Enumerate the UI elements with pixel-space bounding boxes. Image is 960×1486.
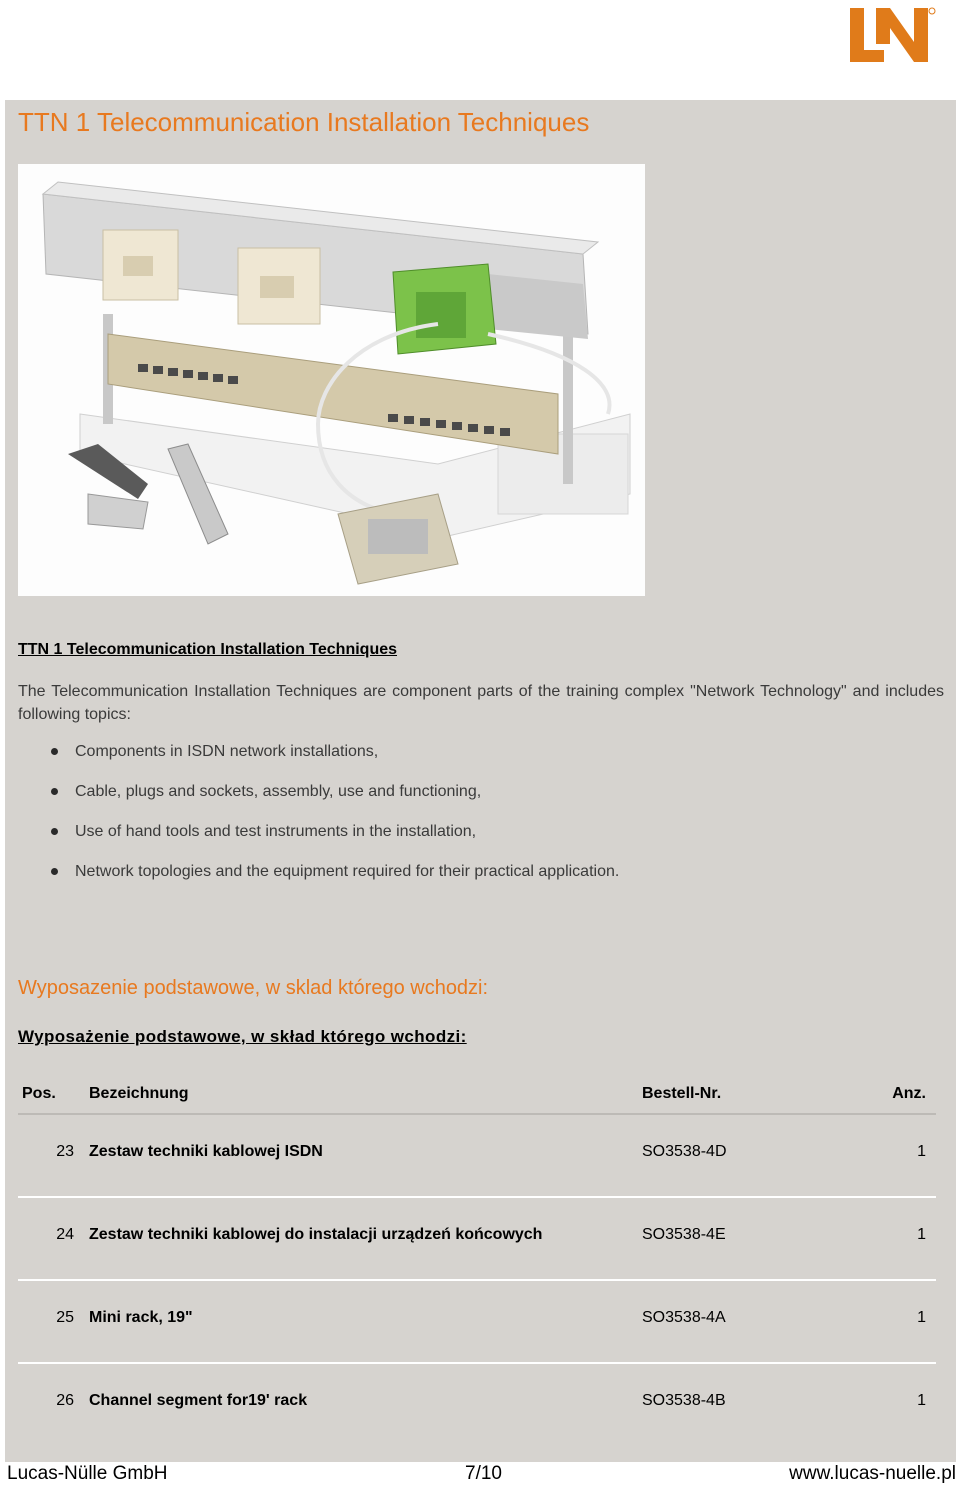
- topic-text: Use of hand tools and test instruments in the installation,: [75, 823, 477, 840]
- page-title: TTN 1 Telecommunication Installation Techniques: [18, 107, 590, 137]
- row-name: Zestaw techniki kablowej ISDN: [89, 1143, 323, 1160]
- footer-page-number: 7/10: [465, 1463, 502, 1484]
- row-order-nr: SO3538-4A: [642, 1309, 726, 1326]
- table-row: [18, 1115, 936, 1198]
- row-qty: 1: [917, 1309, 926, 1326]
- row-name: Mini rack, 19": [89, 1309, 193, 1326]
- footer-company: Lucas-Nülle GmbH: [7, 1463, 168, 1484]
- header-order-nr: Bestell-Nr.: [642, 1085, 722, 1102]
- table-row: [18, 1198, 936, 1281]
- footer-url[interactable]: www.lucas-nuelle.pl: [789, 1463, 956, 1484]
- list-item: [18, 820, 944, 860]
- list-item: [18, 860, 944, 900]
- equipment-table: [18, 1080, 936, 1447]
- list-item: [18, 780, 944, 820]
- table-header: [18, 1080, 936, 1115]
- bullet-icon: [51, 868, 58, 875]
- row-pos: 23: [56, 1143, 74, 1160]
- bullet-icon: [51, 828, 58, 835]
- table-row: [18, 1364, 936, 1447]
- table-row: [18, 1281, 936, 1364]
- row-order-nr: SO3538-4E: [642, 1226, 726, 1243]
- row-qty: 1: [917, 1143, 926, 1160]
- header-qty: Anz.: [892, 1085, 926, 1102]
- header-name: Bezeichnung: [89, 1085, 189, 1102]
- equipment-title: Wyposazenie podstawowe, w sklad którego wchodzi:: [18, 977, 489, 999]
- row-qty: 1: [917, 1226, 926, 1243]
- row-pos: 24: [56, 1226, 74, 1243]
- list-item: [18, 740, 944, 780]
- row-name: Zestaw techniki kablowej do instalacji urządzeń końcowych: [89, 1226, 543, 1243]
- row-qty: 1: [917, 1392, 926, 1409]
- bullet-icon: [51, 748, 58, 755]
- bullet-icon: [51, 788, 58, 795]
- topic-text: Components in ISDN network installations,: [75, 743, 379, 760]
- topic-list: [18, 740, 944, 900]
- product-photo: [18, 164, 645, 596]
- row-name: Channel segment for19' rack: [89, 1392, 308, 1409]
- row-pos: 26: [56, 1392, 74, 1409]
- product-heading: TTN 1 Telecommunication Installation Techniques: [18, 641, 398, 658]
- topic-text: Cable, plugs and sockets, assembly, use and functioning,: [75, 783, 482, 800]
- lucas-nuelle-logo: [846, 4, 938, 94]
- row-order-nr: SO3538-4B: [642, 1392, 726, 1409]
- header-pos: Pos.: [22, 1085, 56, 1102]
- topic-text: Network topologies and the equipment required for their practical application.: [75, 863, 620, 880]
- equipment-subtitle: Wyposażenie podstawowe, w skład którego wchodzi:: [18, 1027, 467, 1046]
- product-intro: The Telecommunication Installation Techniques are component parts of the training complex "Network Technology" and includes following topics:: [18, 683, 944, 723]
- row-pos: 25: [56, 1309, 74, 1326]
- page-footer: [5, 1462, 956, 1486]
- row-order-nr: SO3538-4D: [642, 1143, 727, 1160]
